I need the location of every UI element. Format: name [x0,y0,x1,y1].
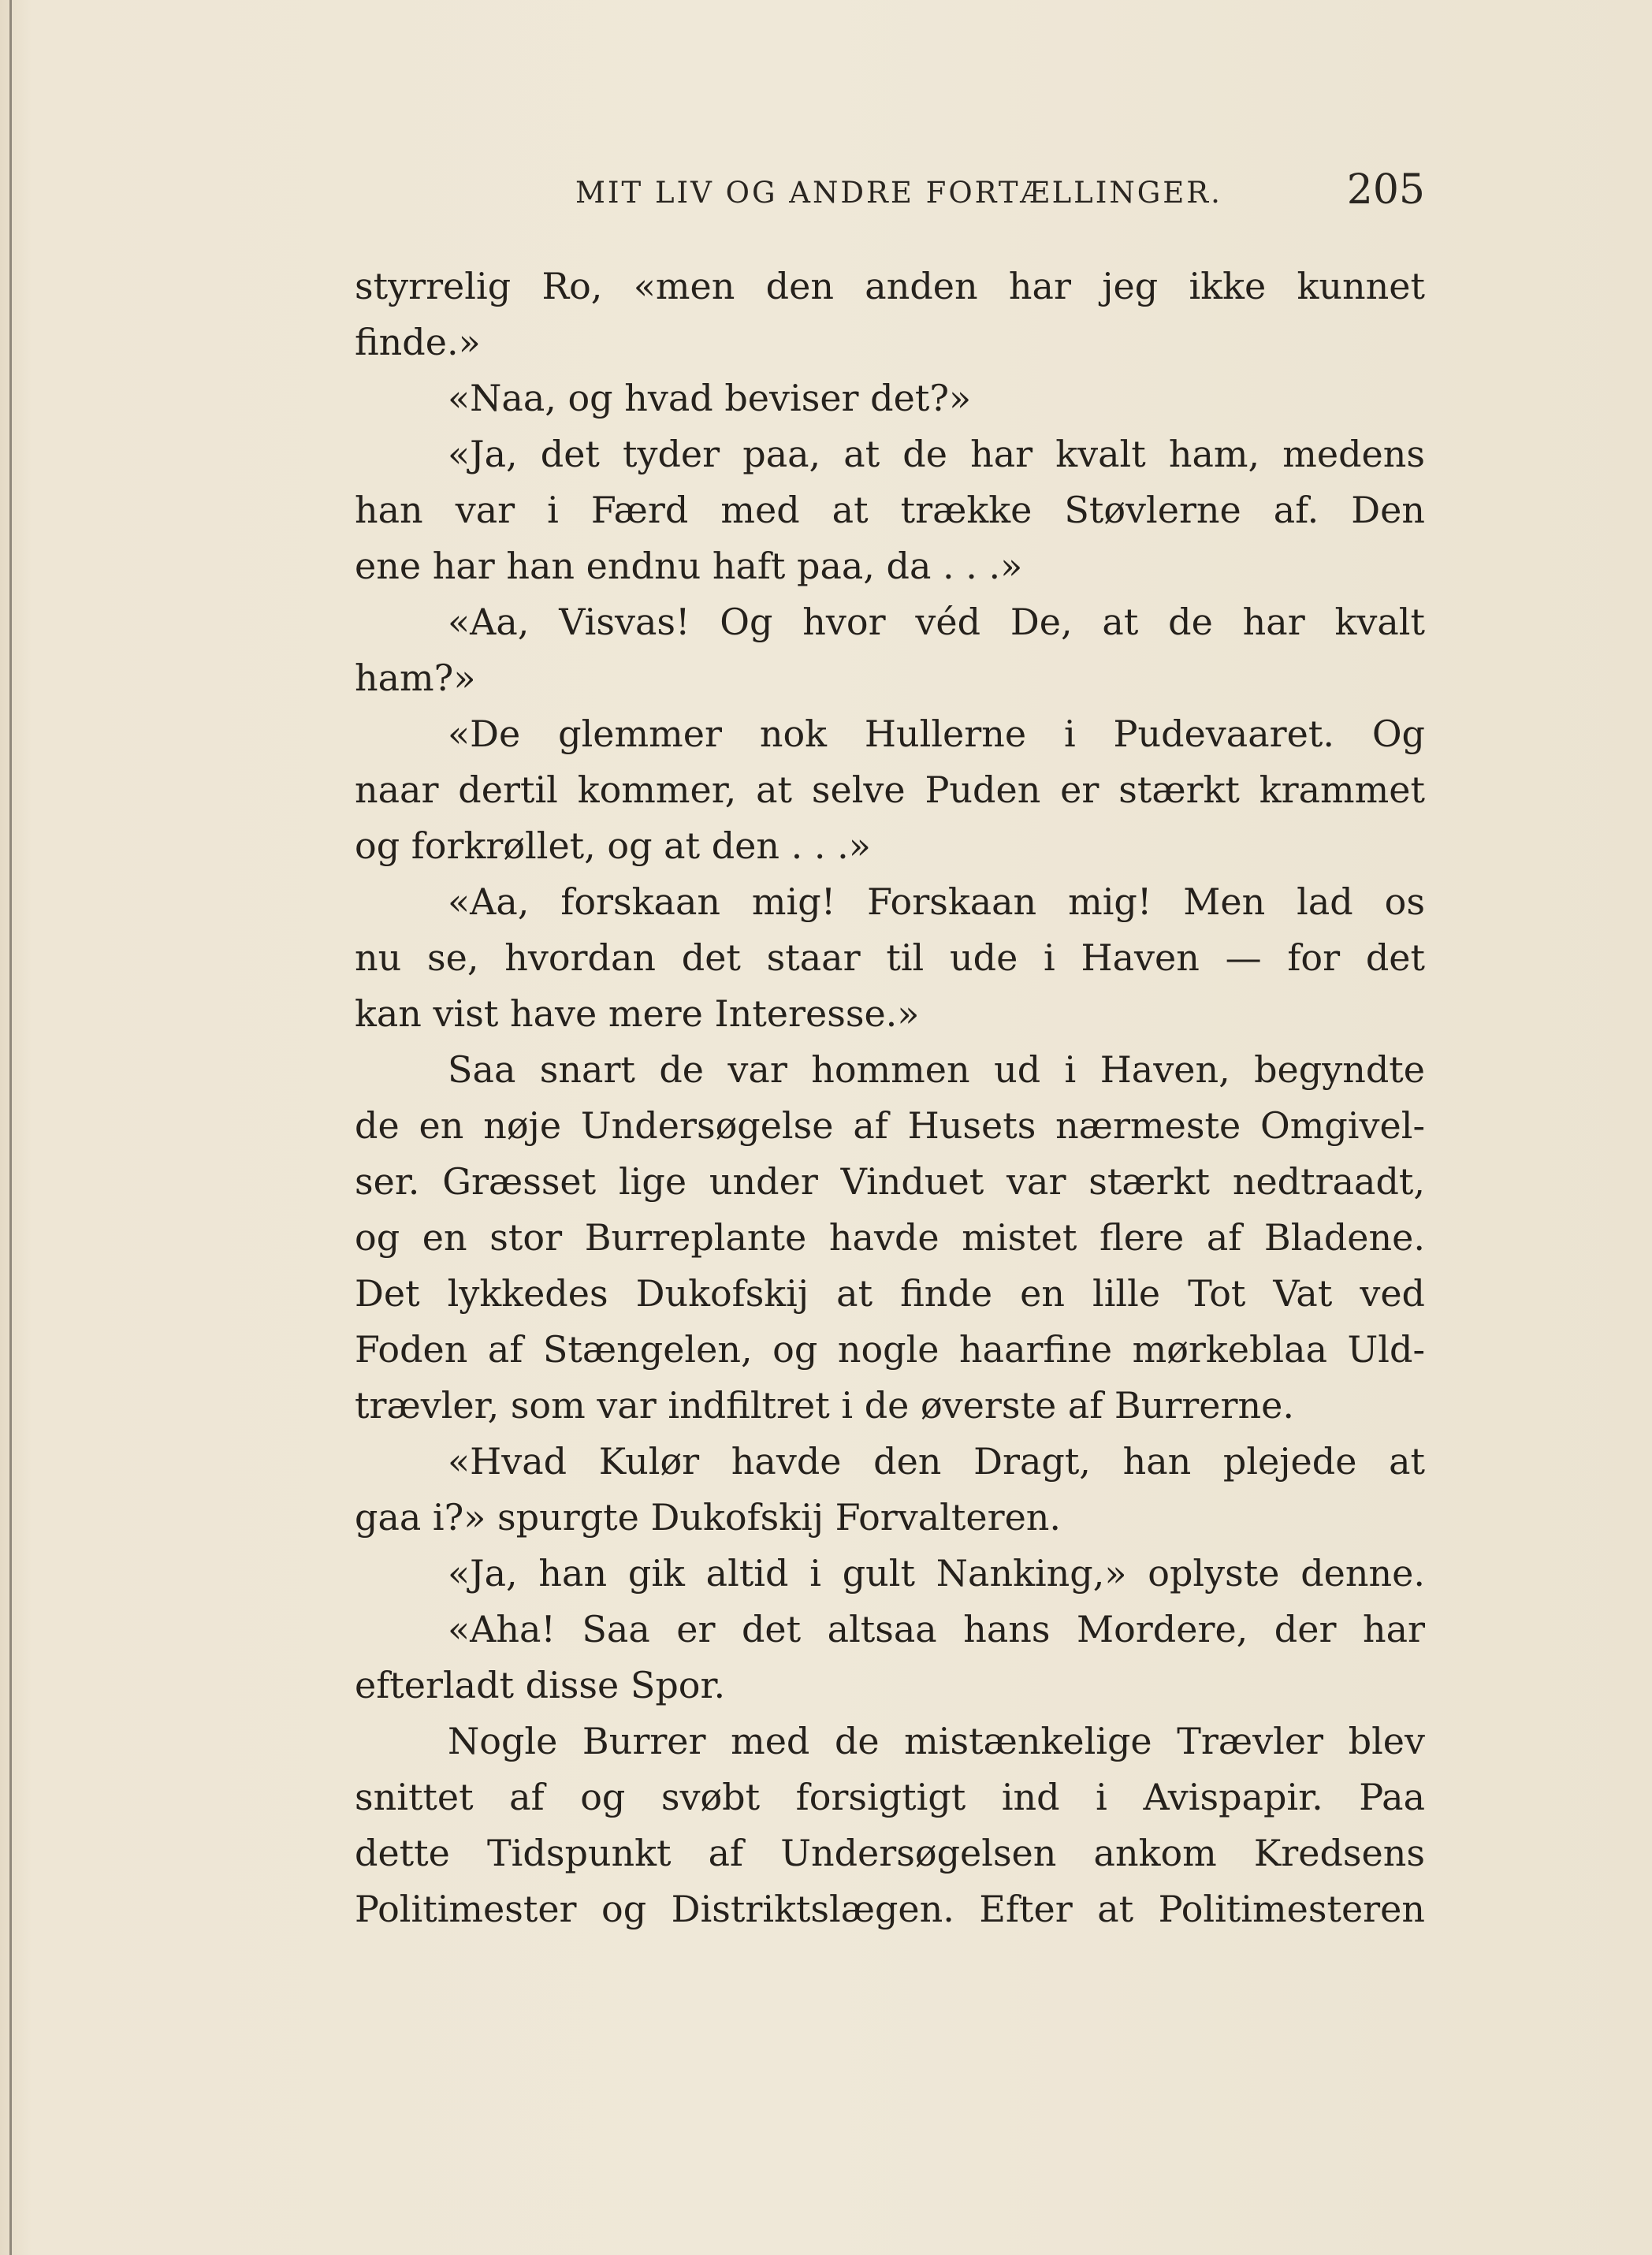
text-line: ene har han endnu haft paa, da . . .» [355,545,1023,587]
text-line: han var i Færd med at trække Støvlerne af. Den [355,489,1425,531]
text-line: «De glemmer nok Hullerne i Pudevaaret. Og [448,713,1425,755]
text-line: «Naa, og hvad beviser det?» [448,377,972,419]
text-line: efterladt disse Spor. [355,1664,726,1706]
text-line: «Hvad Kulør havde den Dragt, han plejede at [448,1440,1425,1483]
body-text [355,259,1425,1937]
binding-edge [9,0,12,2255]
text-line: og forkrøllet, og at den . . .» [355,824,871,867]
text-line: snittet af og svøbt forsigtigt ind i Avispapir. Paa [355,1776,1425,1818]
page-header [355,162,1425,225]
text-line: «Aha! Saa er det altsaa hans Mordere, der har [448,1608,1425,1650]
text-line: «Aa, forskaan mig! Forskaan mig! Men lad os [448,880,1425,923]
text-line: og en stor Burreplante havde mistet flere af Bladene. [355,1216,1425,1259]
text-line: Politimester og Distriktslægen. Efter at Politimesteren [355,1888,1425,1930]
text-line: ham?» [355,657,476,699]
text-line: dette Tidspunkt af Undersøgelsen ankom Kredsens [355,1832,1425,1874]
text-line: Nogle Burrer med de mistænkelige Trævler blev [448,1720,1425,1762]
text-line: naar dertil kommer, at selve Puden er stærkt krammet [355,768,1425,811]
text-line: Saa snart de var hommen ud i Haven, begyndte [448,1048,1425,1091]
text-line: Foden af Stængelen, og nogle haarfine mørkeblaa Uld- [355,1328,1425,1371]
text-line: «Ja, han gik altid i gult Nanking,» oplyste denne. [448,1552,1425,1595]
text-line: nu se, hvordan det staar til ude i Haven — for det [355,936,1425,979]
page-number: 205 [1346,166,1425,214]
text-line: ser. Græsset lige under Vinduet var stærkt nedtraadt, [355,1160,1425,1203]
text-line: trævler, som var indfiltret i de øverste af Burrerne. [355,1384,1294,1427]
text-line: finde.» [355,321,481,363]
text-line: kan vist have mere Interesse.» [355,992,920,1035]
running-title: MIT LIV OG ANDRE FORTÆLLINGER. [575,176,1222,210]
text-line: de en nøje Undersøgelse af Husets nærmeste Omgivel- [355,1104,1425,1147]
text-line: «Ja, det tyder paa, at de har kvalt ham, medens [448,433,1425,475]
text-line: Det lykkedes Dukofskij at finde en lille Tot Vat ved [355,1272,1425,1315]
text-line: styrrelig Ro, «men den anden har jeg ikke kunnet [355,265,1425,307]
text-line: gaa i?» spurgte Dukofskij Forvalteren. [355,1496,1062,1539]
text-line: «Aa, Visvas! Og hvor véd De, at de har kvalt [448,601,1425,643]
